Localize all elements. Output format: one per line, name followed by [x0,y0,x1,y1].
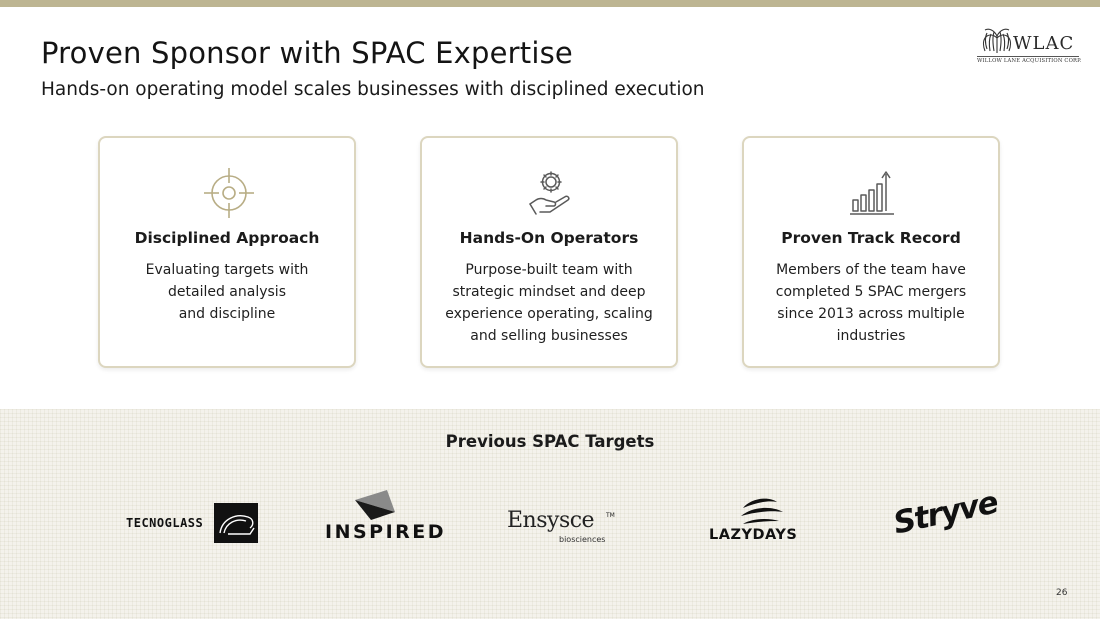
inspired-logo [325,490,447,546]
tecnoglass-logo [126,503,258,543]
stryve-wordmark: Stryve [890,484,1001,542]
targets-title: Previous SPAC Targets [445,432,655,451]
willow-tree-icon [979,24,1015,54]
stryve-logo [890,484,1001,548]
card-hands-on-operators [420,136,678,368]
card-body-line: Purpose-built team with [465,262,633,278]
inspired-wordmark: INSPIRED [325,521,447,543]
target-crosshair-icon [202,166,256,220]
page-subtitle: Hands-on operating model scales businesses with disciplined execution [41,79,705,100]
card-disciplined-approach [98,136,356,368]
logo-full-name: WILLOW LANE ACQUISITION CORP. [977,58,1082,64]
card-body [756,259,986,347]
page-number: 26 [1056,588,1068,598]
tecnoglass-mark [214,503,258,543]
card-body-line: detailed analysis [168,284,286,300]
card-body-line: strategic mindset and deep [452,284,646,300]
logo-wordmark: WLAC [1013,33,1075,54]
card-body-line: industries [836,328,906,344]
card-proven-track-record [742,136,1000,368]
top-accent-bar [0,0,1100,7]
gear-hand-icon [524,166,578,220]
card-body-line: and selling businesses [470,328,628,344]
logo-divider [977,56,1079,57]
card-body-line: completed 5 SPAC mergers [775,284,967,300]
lazydays-wave-icon [739,496,785,526]
glass-swirl-icon [214,503,258,543]
card-body-line: since 2013 across multiple [777,306,965,322]
card-body [112,259,342,325]
wlac-logo [975,22,1081,68]
ensysce-trademark: TM [606,512,615,519]
card-body-line: Evaluating targets with [145,262,309,278]
card-title: Disciplined Approach [134,229,320,247]
ensysce-logo [507,508,617,548]
page-title: Proven Sponsor with SPAC Expertise [41,36,573,70]
lazydays-logo [709,496,817,544]
ensysce-wordmark: Ensysce [507,508,595,533]
growth-chart-icon [846,166,900,220]
inspired-triangle-icon [347,490,407,520]
card-body-line: Members of the team have [776,262,966,278]
ensysce-subtitle: biosciences [559,535,606,544]
card-title: Hands-On Operators [459,229,639,247]
lazydays-wordmark: LAZYDAYS [709,527,798,543]
card-body-line: experience operating, scaling [445,306,653,322]
card-body [434,259,664,347]
card-title: Proven Track Record [781,229,961,247]
card-body-line: and discipline [178,306,276,322]
tecnoglass-wordmark: TECNOGLASS [126,516,204,530]
